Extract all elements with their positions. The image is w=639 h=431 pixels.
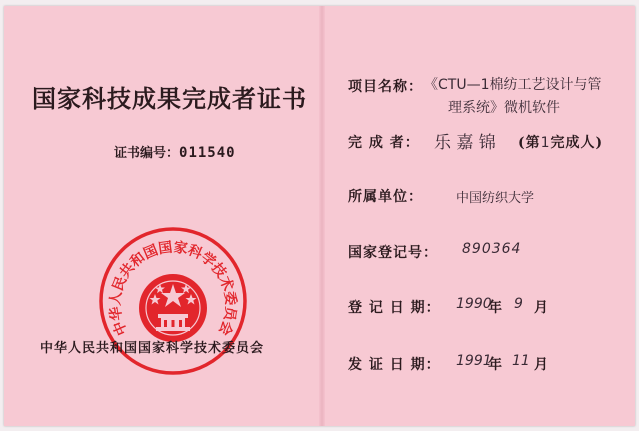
- registration-date-label: 登 记 日 期：: [348, 300, 441, 316]
- issue-date-label: 发 证 日 期：: [348, 357, 441, 373]
- unit-value: 中国纺织大学: [456, 191, 535, 206]
- registration-number-label: 国家登记号：: [348, 245, 438, 261]
- completer-rank: [518, 132, 603, 152]
- certificate-sheet: [4, 6, 635, 426]
- issuing-committee: 中华人民共和国国家科学技术委员会: [40, 341, 265, 356]
- registration-date-year: 1990: [456, 296, 492, 312]
- issue-date-month-unit: 月: [534, 357, 549, 373]
- certificate-title: 国家科技成果完成者证书: [32, 84, 307, 113]
- completer-rank-value: 1: [540, 135, 551, 151]
- registration-date-month: 9: [514, 296, 523, 312]
- completer-rank-prefix: (第: [518, 135, 541, 151]
- registration-number-value: 890364: [462, 241, 522, 257]
- project-name-label: 项目名称：: [348, 79, 423, 95]
- certificate-number: [114, 142, 236, 161]
- project-name-line1: 《CTU—1棉纺工艺设计与管: [424, 77, 602, 93]
- page-fold: [319, 6, 325, 426]
- completer-label: 完 成 者：: [348, 135, 420, 151]
- unit-label: 所属单位：: [348, 189, 423, 205]
- seal-text: 中华人民共和国国家科学技术委员会: [107, 239, 239, 338]
- registration-date-month-unit: 月: [534, 300, 549, 316]
- national-emblem-icon: [139, 274, 207, 342]
- completer-rank-suffix: 完成人): [550, 135, 604, 151]
- issue-date-year-unit: 年: [488, 357, 503, 373]
- completer-name: 乐 嘉 锦: [434, 133, 496, 153]
- registration-date-year-unit: 年: [488, 300, 503, 316]
- certificate-number-value: 011540: [179, 145, 236, 161]
- issue-date-year: 1991: [456, 353, 492, 369]
- project-name-line2: 理系统》微机软件: [448, 100, 560, 116]
- certificate-number-label: 证书编号：: [114, 146, 180, 161]
- issue-date-month: 11: [512, 353, 530, 369]
